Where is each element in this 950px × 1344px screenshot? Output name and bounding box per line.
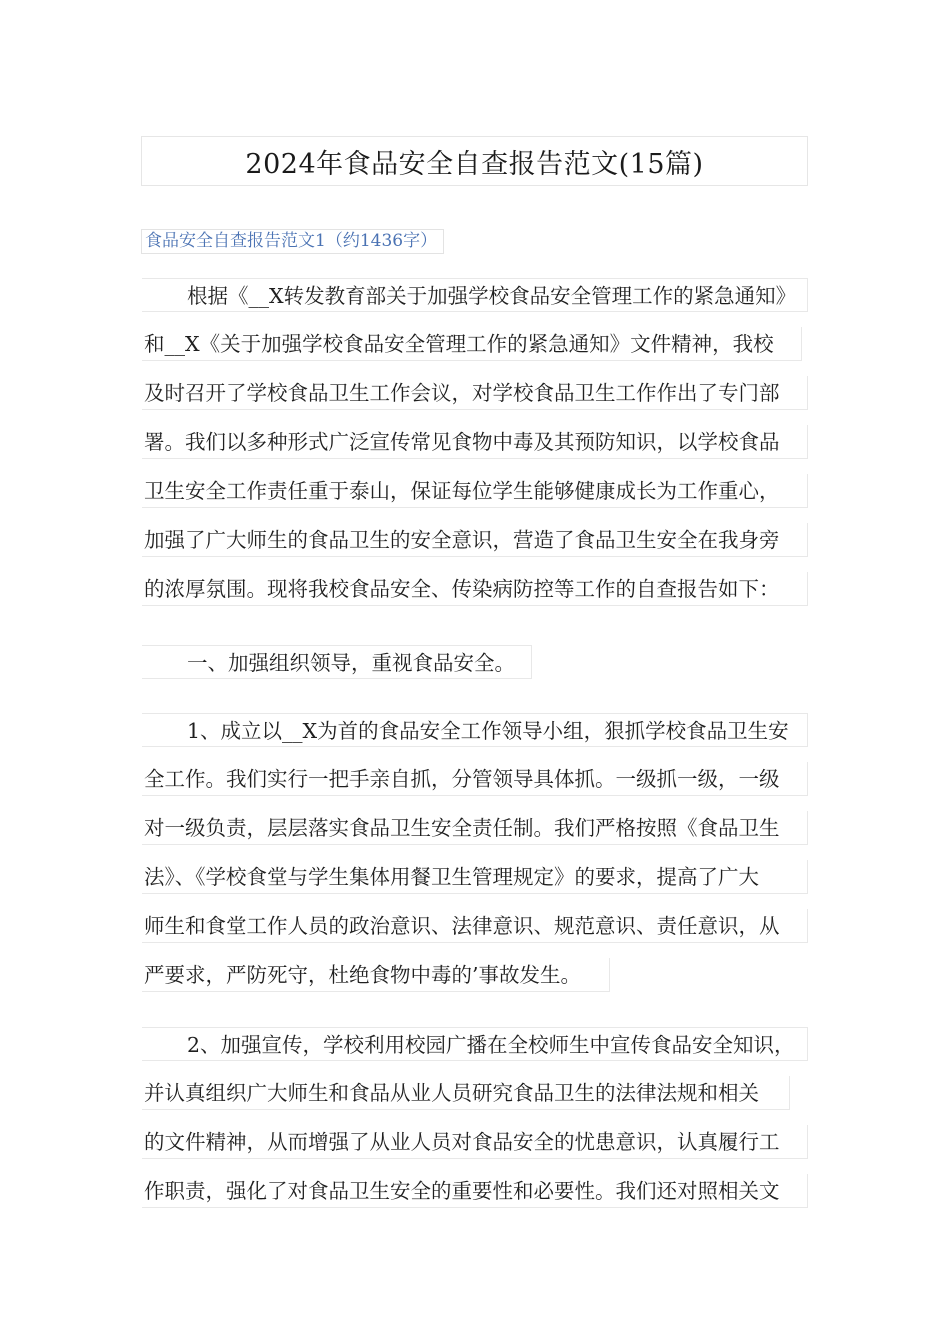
text-line: 及时召开了学校食品卫生工作会议，对学校食品卫生工作作出了专门部 [142,376,808,410]
text-line: 法》、《学校食堂与学生集体用餐卫生管理规定》的要求，提高了广大 [142,860,808,894]
text-line: 2、加强宣传，学校利用校园广播在全校师生中宣传食品安全知识， [142,1027,808,1061]
text-line: 全工作。我们实行一把手亲自抓，分管领导具体抓。一级抓一级，一级 [142,762,808,796]
text-line: 的浓厚氛围。现将我校食品安全、传染病防控等工作的自查报告如下： [142,572,808,606]
text-line: 和__X《关于加强学校食品安全管理工作的紧急通知》文件精神，我校 [142,327,802,361]
text-line: 严要求，严防死守，杜绝食物中毒的’事故发生。 [142,958,610,992]
text-line: 1、成立以__X为首的食品安全工作领导小组，狠抓学校食品卫生安 [142,713,808,747]
text-line: 作职责，强化了对食品卫生安全的重要性和必要性。我们还对照相关文 [142,1174,808,1208]
text-line: 对一级负责，层层落实食品卫生安全责任制。我们严格按照《食品卫生 [142,811,808,845]
text-line: 的文件精神，从而增强了从业人员对食品安全的忧患意识，认真履行工 [142,1125,808,1159]
section-heading: 一、加强组织领导，重视食品安全。 [142,645,532,679]
text-line: 根据《__X转发教育部关于加强学校食品安全管理工作的紧急通知》 [142,278,808,312]
text-line: 署。我们以多种形式广泛宣传常见食物中毒及其预防知识，以学校食品 [142,425,808,459]
text-line: 加强了广大师生的食品卫生的安全意识，营造了食品卫生安全在我身旁 [142,523,808,557]
text-line: 并认真组织广大师生和食品从业人员研究食品卫生的法律法规和相关 [142,1076,790,1110]
document-title: 2024年食品安全自查报告范文(15篇) [141,136,808,186]
text-line: 师生和食堂工作人员的政治意识、法律意识、规范意识、责任意识，从 [142,909,808,943]
text-line: 卫生安全工作责任重于泰山，保证每位学生能够健康成长为工作重心， [142,474,808,508]
section-heading-link[interactable]: 食品安全自查报告范文1（约1436字） [141,229,444,254]
